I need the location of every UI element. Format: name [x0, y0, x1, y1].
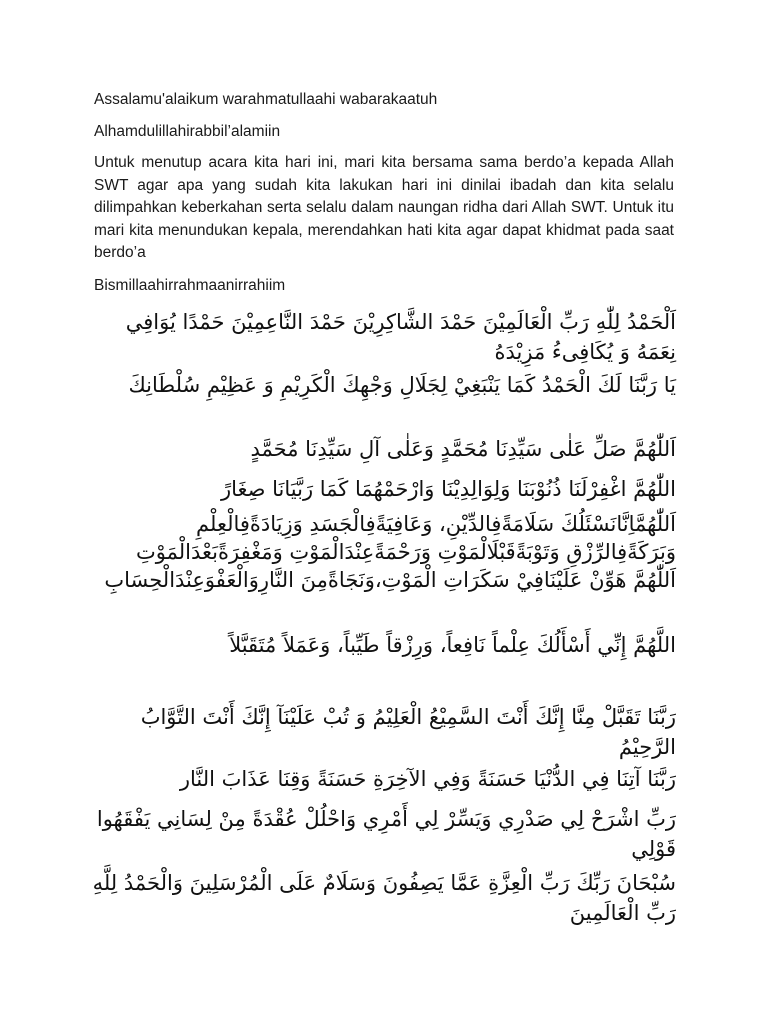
prayer-shalawat: اَللّٰهُمَّ صَلِّ عَلٰى سَيِّدِنَا مُحَمَّدٍ وَعَلٰى آلِ سَيِّدِنَا مُحَمَّدٍ — [250, 437, 676, 461]
prayer-ya-rabbana: يَا رَبَّنَا لَكَ الْحَمْدُ كَمَا يَنْبَغِيْ لِجَلَالِ وَجْهِكَ الْكَرِيْمِ وَ عَظِيْمِ سُلْطَانِكَ — [128, 373, 676, 397]
hamdalah-text: Alhamdulillahirabbil’alamiin — [94, 123, 281, 140]
basmalah-text: Bismillaahirrahmaanirrahiim — [94, 277, 286, 294]
prayer-ilman-nafia: اللَّهُمَّ إِنِّي أَسْأَلُكَ عِلْماً نَافِعاً، وَرِزْقاً طَيِّباً، وَعَمَلاً مُتَقَبَّلاً — [229, 633, 676, 657]
prayer-ighfirlana: اللّٰهُمَّ اغْفِرْلَنَا ذُنُوْبَنَا وَلِوَالِدِيْنَا وَارْحَمْهُمَا كَمَا رَبَّيَانَا صِغَارً — [220, 477, 676, 501]
greeting-text: Assalamu'alaikum warahmatullaahi wabarakaatuh — [94, 91, 438, 108]
prayer-salamah: اَللّٰهُمَّاِنَّانَسْئَلُكَ سَلَامَةًفِالدِّيْنِ، وَعَافِيَةًفِالْجَسَدِ وَزِيَادَةًفِالْعِلْمِ وَبَرَكَةًفِالرِّزْقِ وَتَوْبَةًقَبْلَالْمَوْتِ وَرَحْمَةًعِنْدَالْمَوْتِ وَمَغْفِرَةًبَعْدَالْمَوْتِ اَللّٰهُمَّ هَوِّنْ عَلَيْنَافِيْ سَكَرَاتِ الْمَوْتِ،وَنَجَاةًمِنَ النَّارِوَالْعَفْوَعِنْدَالْحِسَابِ — [104, 512, 676, 592]
prayer-taqabbal: رَبَّنَا تَقَبَّلْ مِنَّا إِنَّكَ أَنْتَ السَّمِيْعُ الْعَلِيْمُ وَ تُبْ عَلَيْنَآ إِنَّكَ أَنْتَ التَّوَّابُ الرَّحِيْمُ — [140, 705, 676, 759]
prayer-hamd: اَلْحَمْدُ لِلّٰهِ رَبِّ الْعَالَمِيْنَ حَمْدَ الشَّاكِرِيْنَ حَمْدَ النَّاعِمِيْنَ حَمْدًا يُوَافِي نِعَمَهُ وَ يُكَافِىءُ مَزِيْدَهُ — [125, 310, 676, 364]
intro-paragraph: Untuk menutup acara kita hari ini, mari kita bersama sama berdo’a kepada Allah SWT agar apa yang sudah kita lakukan hari ini dinilai ibadah dan kita selalu dilimpahkan keberkahan serta selalu dalam naungan ridha dari Allah SWT. Untuk itu mari kita menundukan kepala, merendahkan hati kita agar dapat khidmat pada saat berdo’a — [94, 154, 674, 261]
prayer-fiddunya: رَبَّنَا آتِنَا فِي الدُّنْيَا حَسَنَةً وَفِي الآخِرَةِ حَسَنَةً وَقِنَا عَذَابَ النَّار — [179, 767, 676, 791]
prayer-subhana-rabbika: سُبْحَانَ رَبِّكَ رَبِّ الْعِزَّةِ عَمَّا يَصِفُونَ وَسَلَامٌ عَلَى الْمُرْسَلِينَ وَالْحَمْدُ لِلَّهِ رَبِّ الْعَالَمِينَ — [92, 871, 676, 925]
prayer-isyrahli: رَبِّ اشْرَحْ لِي صَدْرِي وَيَسِّرْ لِي أَمْرِي وَاحْلُلْ عُقْدَةً مِنْ لِسَانِي يَفْقَهُوا قَوْلِي — [96, 807, 676, 861]
